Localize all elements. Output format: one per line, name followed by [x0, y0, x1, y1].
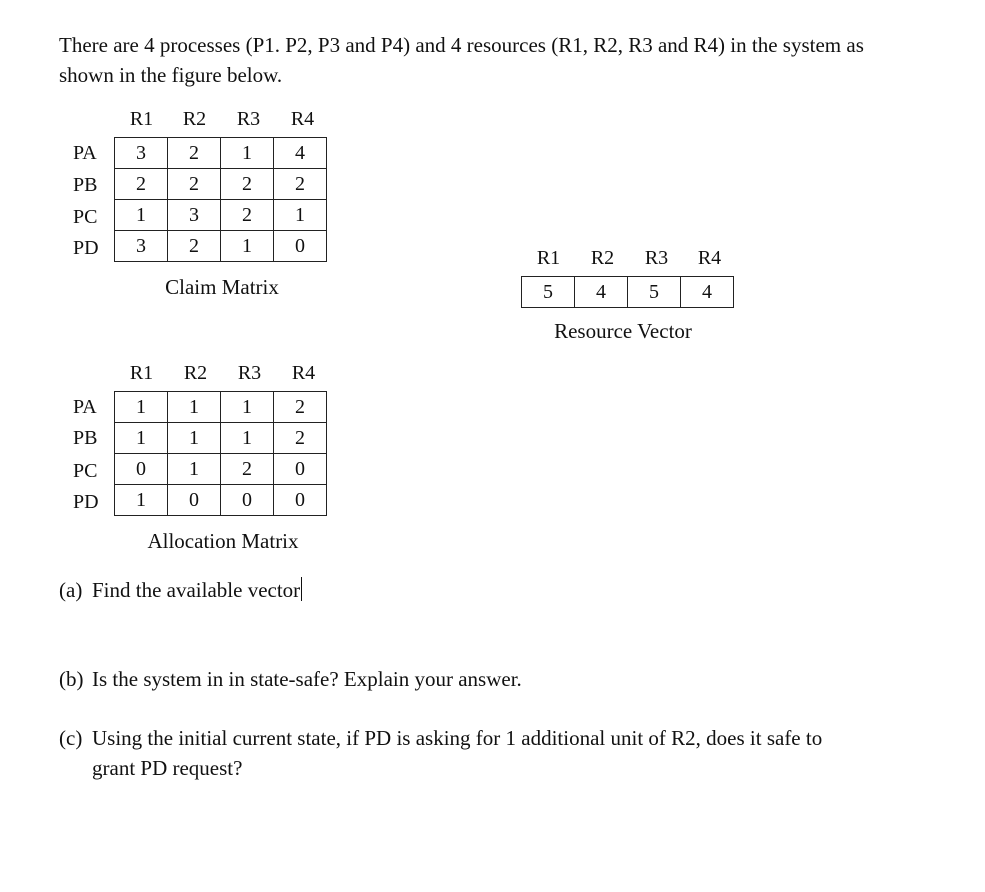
- vector-cell: 4: [681, 277, 734, 308]
- row-label: PC: [73, 460, 98, 482]
- matrix-cell: 2: [221, 169, 274, 200]
- intro-paragraph: There are 4 processes (P1. P2, P3 and P4) and 4 resources (R1, R2, R3 and R4) in the system as shown in the figure below.: [59, 33, 864, 87]
- table-row: [115, 231, 327, 262]
- column-header: R2: [590, 247, 615, 269]
- matrix-cell: 1: [115, 392, 168, 423]
- table-row: [522, 277, 734, 308]
- matrix-cell: 2: [274, 392, 327, 423]
- matrix-cell: 1: [168, 454, 221, 485]
- matrix-cell: 2: [274, 169, 327, 200]
- row-label: PB: [73, 174, 98, 196]
- question-label: (c): [59, 726, 83, 750]
- question-a[interactable]: [59, 575, 302, 605]
- row-label: PD: [73, 491, 99, 513]
- matrix-cell: 1: [221, 138, 274, 169]
- column-header: R1: [536, 247, 561, 269]
- matrix-cell: 4: [274, 138, 327, 169]
- matrix-cell: 2: [168, 138, 221, 169]
- table-row: [115, 485, 327, 516]
- allocation-matrix: [114, 391, 327, 516]
- column-header: R3: [644, 247, 669, 269]
- column-header: R4: [290, 108, 315, 130]
- matrix-cell: 2: [168, 231, 221, 262]
- matrix-cell: 0: [221, 485, 274, 516]
- column-header: R1: [129, 362, 154, 384]
- matrix-cell: 2: [168, 169, 221, 200]
- question-text-continued: grant PD request?: [92, 756, 243, 780]
- matrix-cell: 0: [168, 485, 221, 516]
- matrix-cell: 2: [221, 454, 274, 485]
- resource-vector-caption: Resource Vector: [554, 319, 692, 343]
- column-header: R4: [697, 247, 722, 269]
- matrix-cell: 0: [274, 485, 327, 516]
- vector-cell: 5: [628, 277, 681, 308]
- matrix-cell: 1: [168, 392, 221, 423]
- column-header: R4: [291, 362, 316, 384]
- matrix-cell: 1: [221, 231, 274, 262]
- resource-vector: [521, 276, 734, 308]
- matrix-cell: 2: [115, 169, 168, 200]
- column-header: R1: [129, 108, 154, 130]
- question-text: Using the initial current state, if PD is asking for 1 additional unit of R2, does it safe to: [92, 726, 823, 750]
- matrix-cell: 1: [274, 200, 327, 231]
- row-label: PC: [73, 206, 98, 228]
- matrix-cell: 1: [221, 423, 274, 454]
- matrix-cell: 3: [115, 138, 168, 169]
- matrix-cell: 0: [274, 231, 327, 262]
- vector-cell: 4: [575, 277, 628, 308]
- row-label: PD: [73, 237, 99, 259]
- matrix-cell: 3: [168, 200, 221, 231]
- question-c: [59, 723, 939, 783]
- allocation-matrix-caption: Allocation Matrix: [147, 529, 299, 553]
- question-b: [59, 664, 522, 694]
- table-row: [115, 169, 327, 200]
- matrix-cell: 2: [221, 200, 274, 231]
- text-cursor: [301, 577, 302, 601]
- row-label: PA: [73, 142, 97, 164]
- matrix-cell: 0: [274, 454, 327, 485]
- claim-matrix-caption: Claim Matrix: [165, 275, 279, 299]
- matrix-cell: 2: [274, 423, 327, 454]
- column-header: R2: [182, 108, 207, 130]
- matrix-cell: 1: [221, 392, 274, 423]
- column-header: R2: [183, 362, 208, 384]
- table-row: [115, 200, 327, 231]
- question-text: Find the available vector: [92, 578, 301, 602]
- matrix-cell: 1: [168, 423, 221, 454]
- vector-cell: 5: [522, 277, 575, 308]
- matrix-cell: 0: [115, 454, 168, 485]
- matrix-cell: 1: [115, 485, 168, 516]
- row-label: PA: [73, 396, 97, 418]
- table-row: [115, 423, 327, 454]
- question-label: (a): [59, 578, 83, 602]
- table-row: [115, 454, 327, 485]
- claim-matrix: [114, 137, 327, 262]
- table-row: [115, 392, 327, 423]
- question-text: Is the system in in state-safe? Explain your answer.: [92, 667, 522, 691]
- row-label: PB: [73, 427, 98, 449]
- matrix-cell: 1: [115, 200, 168, 231]
- matrix-cell: 1: [115, 423, 168, 454]
- question-label: (b): [59, 667, 84, 691]
- column-header: R3: [236, 108, 261, 130]
- column-header: R3: [237, 362, 262, 384]
- table-row: [115, 138, 327, 169]
- matrix-cell: 3: [115, 231, 168, 262]
